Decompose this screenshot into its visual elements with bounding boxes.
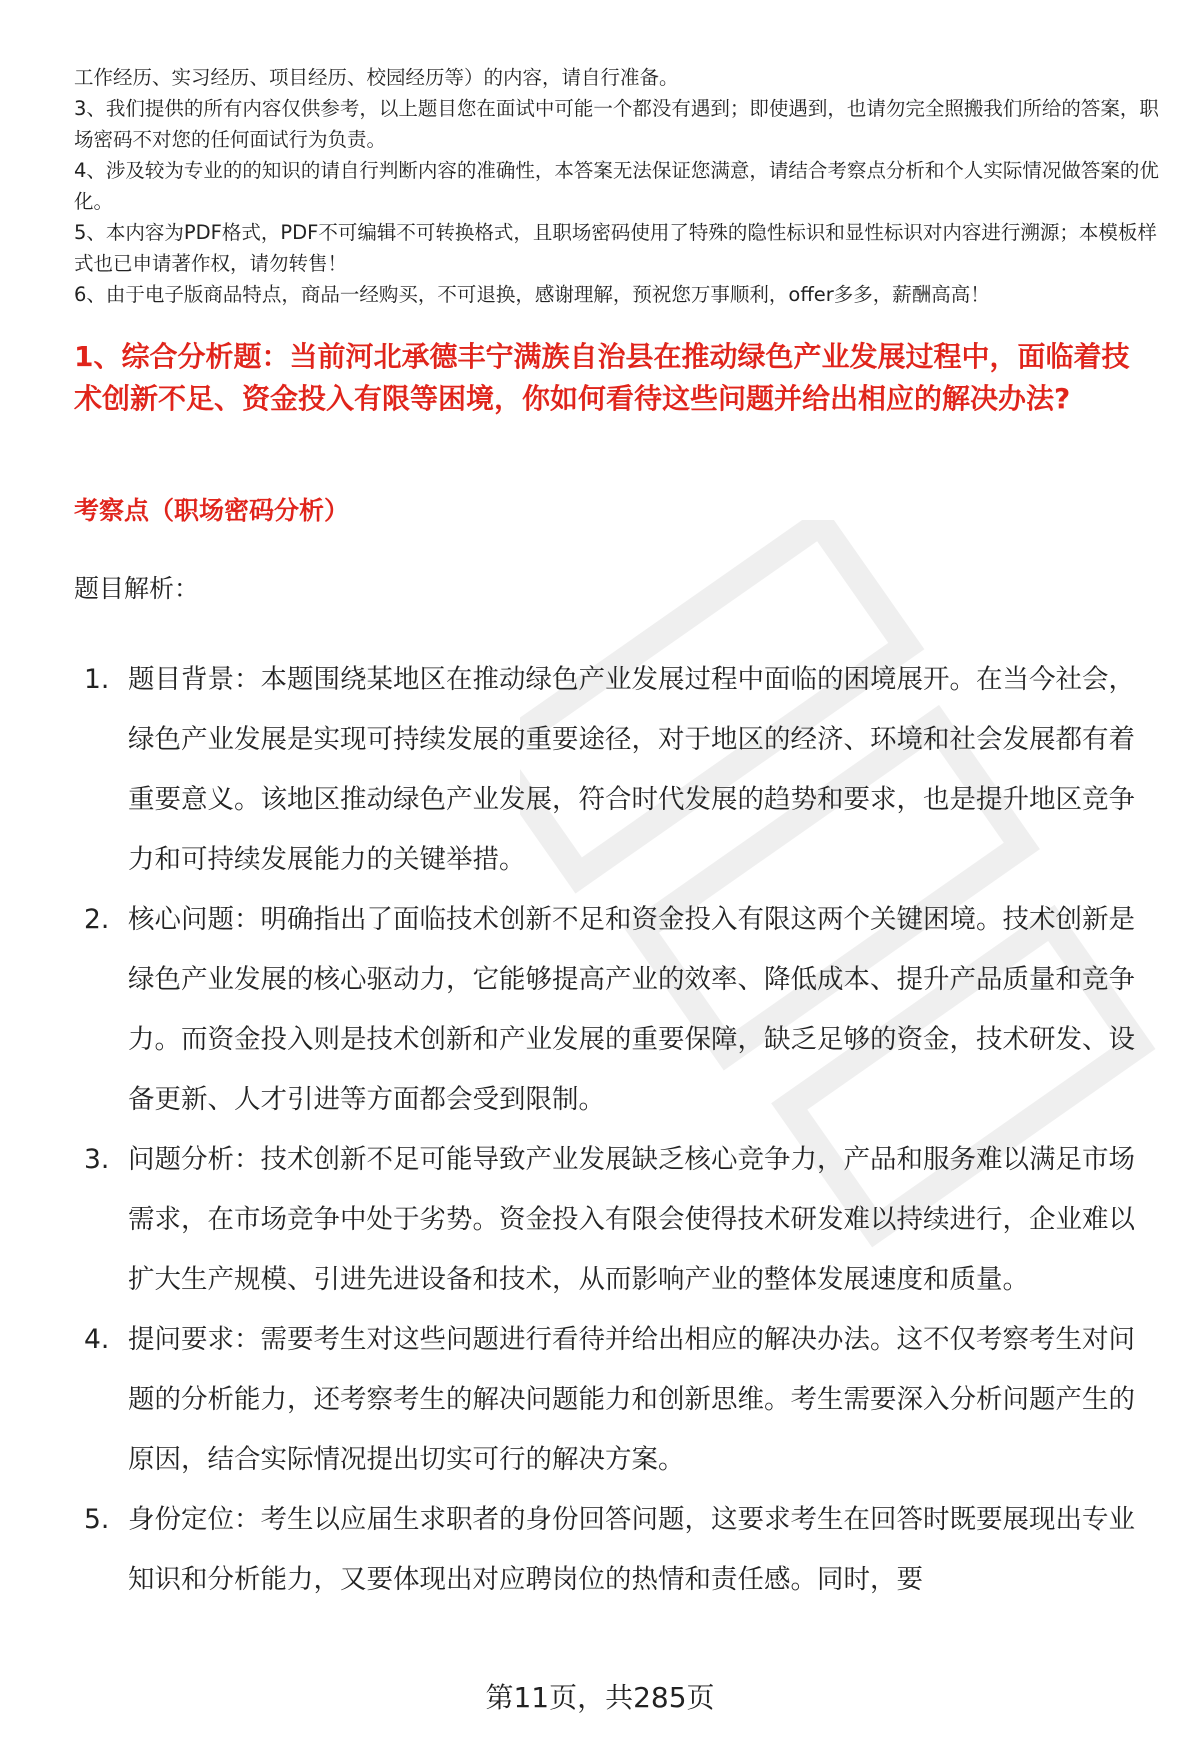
list-item [74, 1310, 1160, 1490]
list-item [74, 1490, 1160, 1610]
note-line: 6、由于电子版商品特点，商品一经购买，不可退换，感谢理解，预祝您万事顺利，offer多多，薪酬高高！ [74, 283, 990, 306]
list-item-number: 3. [84, 1144, 110, 1175]
list-item [74, 650, 1160, 890]
analysis-heading: 题目解析： [74, 574, 200, 603]
list-item-number: 2. [84, 904, 110, 935]
list-item-text: 提问要求：需要考生对这些问题进行看待并给出相应的解决办法。这不仅考察考生对问题的分析能力，还考察考生的解决问题能力和创新思维。考生需要深入分析问题产生的原因，结合实际情况提出切实可行的解决方案。 [128, 1324, 1135, 1475]
notes-block [74, 62, 1164, 310]
note-line: 工作经历、实习经历、项目经历、校园经历等）的内容，请自行准备。 [74, 66, 679, 89]
question-heading: 1、综合分析题：当前河北承德丰宁满族自治县在推动绿色产业发展过程中，面临着技术创新不足、资金投入有限等困境，你如何看待这些问题并给出相应的解决办法? [74, 340, 1130, 415]
list-item [74, 890, 1160, 1130]
analysis-list [74, 650, 1160, 1610]
list-item-number: 4. [84, 1324, 110, 1355]
note-line: 3、我们提供的所有内容仅供参考，以上题目您在面试中可能一个都没有遇到；即使遇到，也请勿完全照搬我们所给的答案，职场密码不对您的任何面试行为负责。 [74, 97, 1159, 151]
list-item-text: 身份定位：考生以应届生求职者的身份回答问题，这要求考生在回答时既要展现出专业知识和分析能力，又要体现出对应聘岗位的热情和责任感。同时，要 [128, 1504, 1135, 1595]
list-item-text: 核心问题：明确指出了面临技术创新不足和资金投入有限这两个关键困境。技术创新是绿色产业发展的核心驱动力，它能够提高产业的效率、降低成本、提升产品质量和竞争力。而资金投入则是技术创新和产业发展的重要保障，缺乏足够的资金，技术研发、设备更新、人才引进等方面都会受到限制。 [128, 904, 1135, 1115]
note-line: 4、涉及较为专业的的知识的请自行判断内容的准确性，本答案无法保证您满意，请结合考察点分析和个人实际情况做答案的优化。 [74, 159, 1159, 213]
page-number-footer: 第11页，共285页 [485, 1681, 715, 1714]
list-item [74, 1130, 1160, 1310]
list-item-text: 题目背景：本题围绕某地区在推动绿色产业发展过程中面临的困境展开。在当今社会，绿色产业发展是实现可持续发展的重要途径，对于地区的经济、环境和社会发展都有着重要意义。该地区推动绿色产业发展，符合时代发展的趋势和要求，也是提升地区竞争力和可持续发展能力的关键举措。 [128, 664, 1135, 875]
list-item-number: 1. [84, 664, 110, 695]
note-line: 5、本内容为PDF格式，PDF不可编辑不可转换格式，且职场密码使用了特殊的隐性标识和显性标识对内容进行溯源；本模板样式也已申请著作权，请勿转售！ [74, 221, 1157, 275]
list-item-text: 问题分析：技术创新不足可能导致产业发展缺乏核心竞争力，产品和服务难以满足市场需求，在市场竞争中处于劣势。资金投入有限会使得技术研发难以持续进行，企业难以扩大生产规模、引进先进设备和技术，从而影响产业的整体发展速度和质量。 [128, 1144, 1135, 1295]
exam-point-heading: 考察点（职场密码分析） [74, 496, 350, 525]
list-item-number: 5. [84, 1504, 110, 1535]
